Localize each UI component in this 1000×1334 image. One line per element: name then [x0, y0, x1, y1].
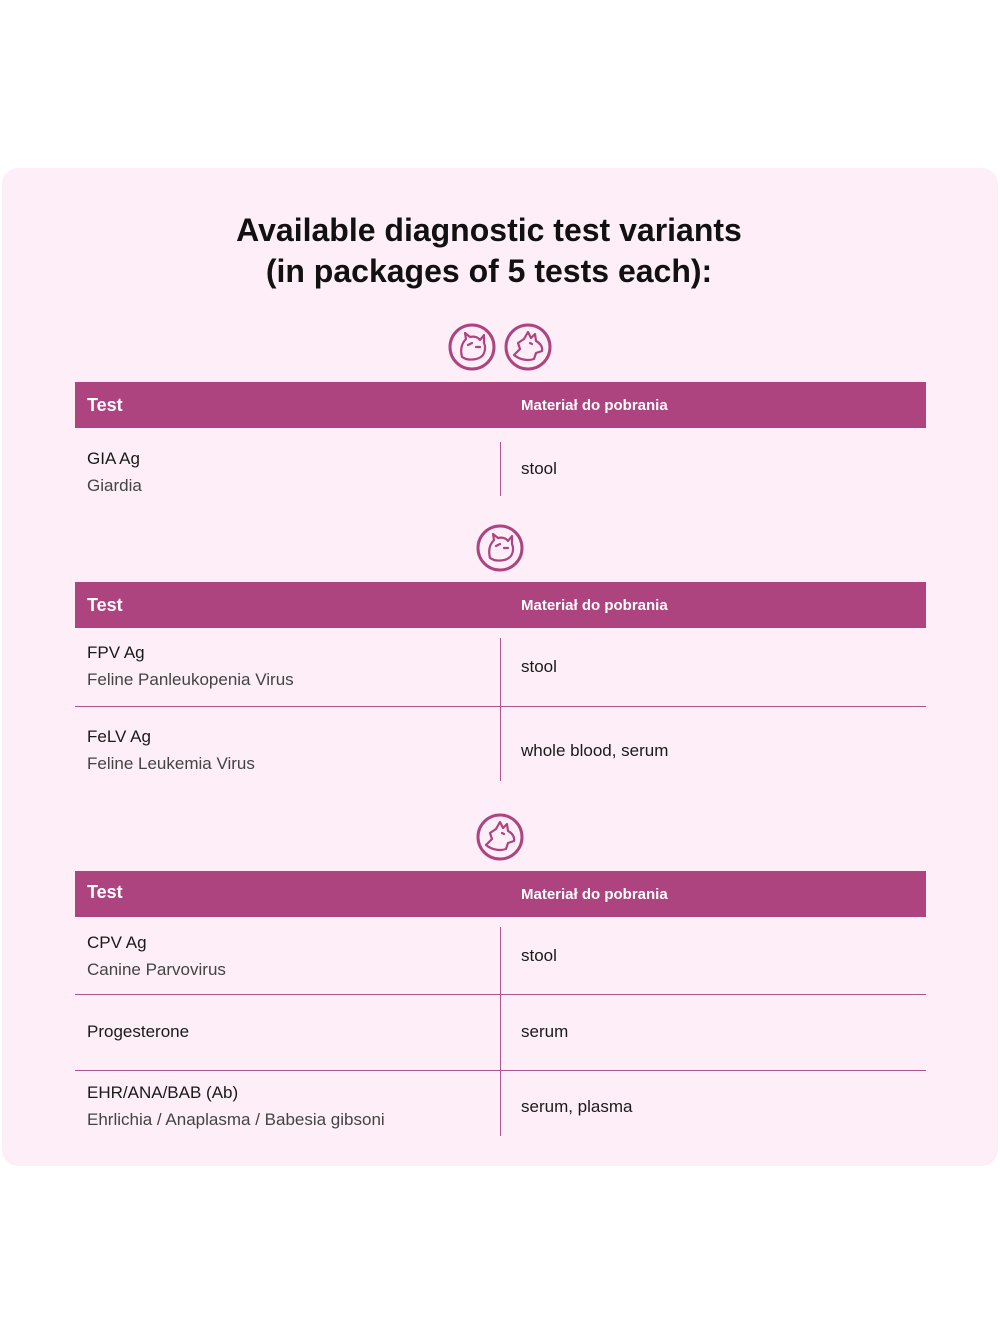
test-full-name: Canine Parvovirus [87, 960, 226, 979]
header-test: Test [87, 595, 123, 615]
header-test: Test [87, 395, 123, 415]
header-material: Materiał do pobrania [521, 886, 668, 903]
cat-icon [448, 323, 496, 371]
dog-icon [476, 813, 524, 861]
test-material: stool [521, 946, 557, 965]
table-1-header [75, 382, 926, 428]
table-3-header [75, 871, 926, 917]
test-material: stool [521, 657, 557, 676]
table-row [75, 917, 926, 995]
dog-icon [504, 323, 552, 371]
test-material: serum [521, 1022, 569, 1041]
test-name: EHR/ANA/BAB (Ab) [87, 1083, 239, 1102]
test-name: CPV Ag [87, 933, 147, 952]
test-material: stool [521, 459, 557, 478]
test-full-name: Ehrlichia / Anaplasma / Babesia gibsoni [87, 1110, 385, 1129]
table-row [75, 428, 926, 508]
test-full-name: Feline Panleukopenia Virus [87, 670, 294, 689]
header-material: Materiał do pobrania [521, 597, 668, 614]
test-material: whole blood, serum [521, 741, 669, 760]
header-material: Materiał do pobrania [521, 397, 668, 414]
test-material: serum, plasma [521, 1097, 633, 1116]
table-row [75, 628, 926, 707]
table-row [75, 707, 926, 783]
test-name: GIA Ag [87, 449, 140, 468]
species-icons-1 [448, 323, 552, 371]
test-full-name: Giardia [87, 476, 142, 495]
title-line-1: Available diagnostic test variants [236, 212, 742, 248]
page-title [0, 210, 978, 292]
table-2-header [75, 582, 926, 628]
cat-icon [476, 524, 524, 572]
header-test: Test [87, 882, 123, 902]
table-row [75, 995, 926, 1071]
test-name: Progesterone [87, 1022, 190, 1041]
species-icons-2 [476, 524, 524, 572]
test-full-name: Feline Leukemia Virus [87, 754, 255, 773]
species-icons-3 [476, 813, 524, 861]
test-name: FeLV Ag [87, 727, 151, 746]
table-row [75, 1071, 926, 1137]
title-line-2: (in packages of 5 tests each): [265, 253, 713, 289]
test-name: FPV Ag [87, 643, 145, 662]
